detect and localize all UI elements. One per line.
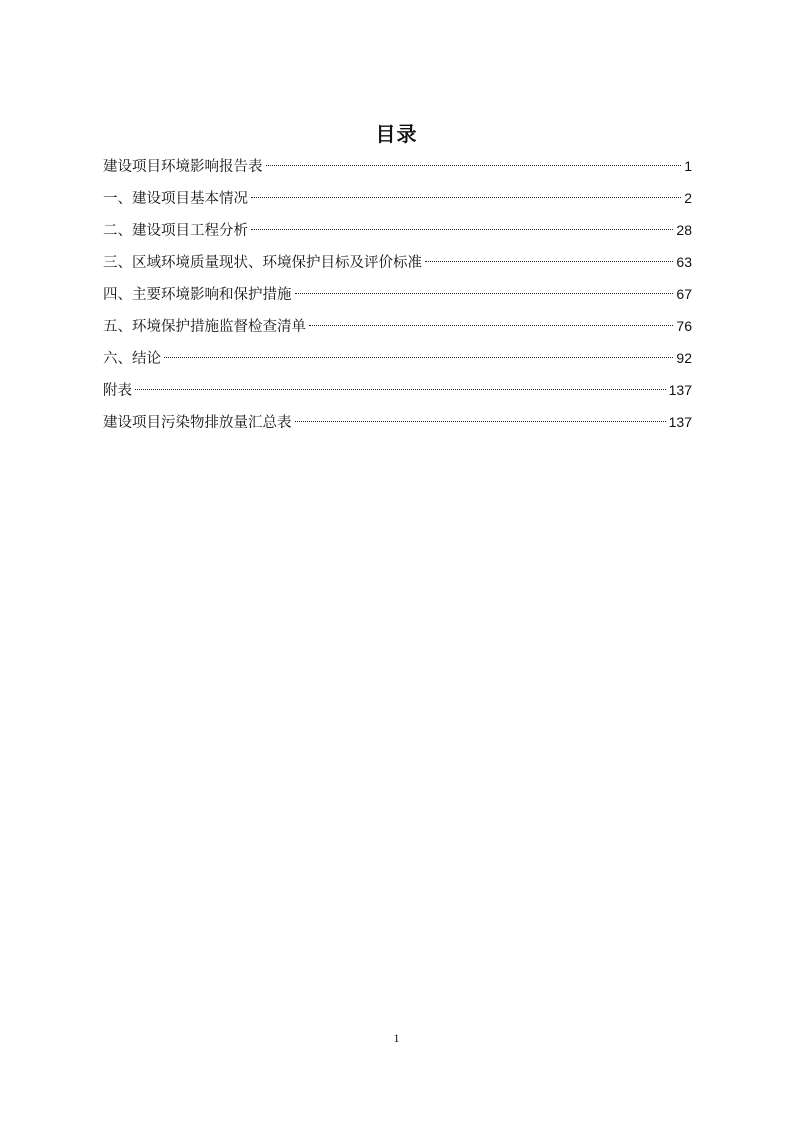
toc-entry[interactable] [103, 246, 692, 278]
toc-dot-leader [135, 389, 666, 390]
toc-entry-page: 92 [676, 350, 692, 366]
toc-entry[interactable] [103, 310, 692, 342]
toc-entry-page: 28 [676, 222, 692, 238]
toc-entry-page: 1 [684, 158, 692, 174]
toc-entry[interactable] [103, 278, 692, 310]
toc-entry[interactable] [103, 374, 692, 406]
toc-entry[interactable] [103, 406, 692, 438]
toc-entry-page: 67 [676, 286, 692, 302]
toc-entry-page: 76 [676, 318, 692, 334]
toc-entry-label: 二、建设项目工程分析 [103, 223, 248, 239]
toc-dot-leader [309, 325, 673, 326]
toc-dot-leader [266, 165, 682, 166]
table-of-contents [103, 150, 692, 438]
toc-entry[interactable] [103, 342, 692, 374]
toc-entry-page: 137 [668, 414, 692, 430]
toc-entry-page: 137 [668, 382, 692, 398]
toc-entry[interactable] [103, 182, 692, 214]
toc-dot-leader [425, 261, 673, 262]
toc-entry-label: 四、主要环境影响和保护措施 [103, 287, 292, 303]
toc-entry-page: 63 [676, 254, 692, 270]
toc-dot-leader [251, 229, 673, 230]
toc-entry-label: 一、建设项目基本情况 [103, 191, 248, 207]
toc-entry-page: 2 [684, 190, 692, 206]
toc-entry-label: 建设项目污染物排放量汇总表 [103, 415, 292, 431]
toc-entry-label: 六、结论 [103, 351, 161, 367]
toc-entry-label: 附表 [103, 383, 132, 399]
toc-entry[interactable] [103, 214, 692, 246]
toc-entry[interactable] [103, 150, 692, 182]
toc-dot-leader [164, 357, 673, 358]
toc-entry-label: 五、环境保护措施监督检查清单 [103, 319, 306, 335]
toc-entry-label: 建设项目环境影响报告表 [103, 159, 263, 175]
toc-title: 目录 [375, 122, 418, 146]
page-number-footer: 1 [393, 1031, 400, 1045]
toc-dot-leader [251, 197, 681, 198]
toc-entry-label: 三、区域环境质量现状、环境保护目标及评价标准 [103, 255, 422, 271]
toc-dot-leader [295, 293, 674, 294]
toc-dot-leader [295, 421, 666, 422]
